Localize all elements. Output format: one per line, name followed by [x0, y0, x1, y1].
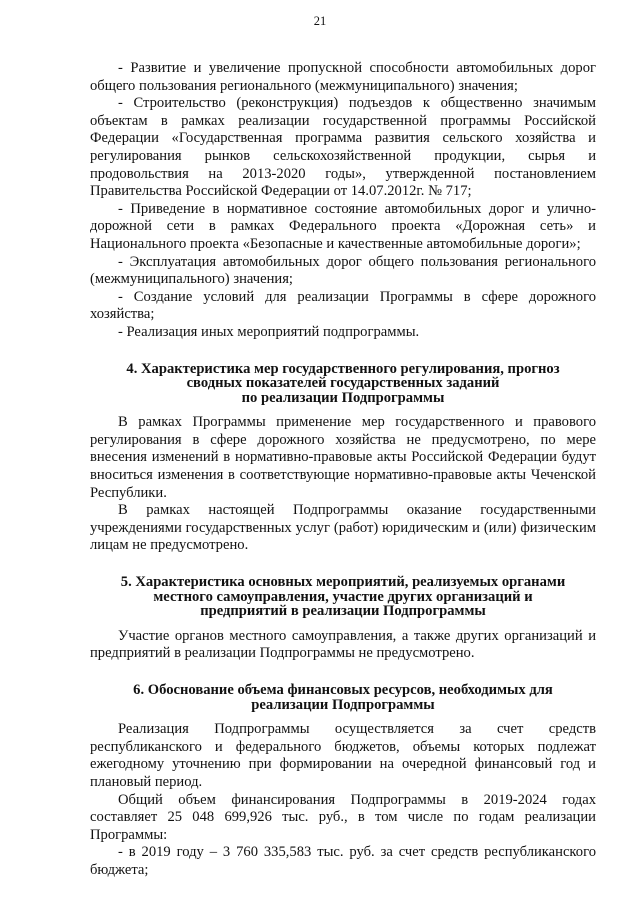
- heading-line: 4. Характеристика мер государственного регулирования, прогноз: [126, 360, 560, 377]
- heading-line: реализации Подпрограммы: [251, 696, 435, 713]
- bullet-item: - в 2019 году – 3 760 335,583 тыс. руб. за счет средств республиканского бюджета;: [90, 844, 596, 878]
- bullet-item: - Эксплуатация автомобильных дорог общего пользования регионального (межмуниципального) значения;: [90, 253, 596, 288]
- paragraph: В рамках настоящей Подпрограммы оказание государственными учреждениями государственных услуг (работ) юридическим и (или) физическим лицам не предусмотрено.: [90, 502, 596, 554]
- bullet-item: - Приведение в нормативное состояние автомобильных дорог и улично-дорожной сети в рамках Федерального проекта «Дорожная сеть» и Национального проекта «Безопасные и качественные автомобильные дороги»;: [90, 200, 596, 252]
- bullet-item: - Реализация иных мероприятий подпрограммы.: [118, 323, 420, 340]
- page-content: [90, 60, 596, 880]
- heading-line: местного самоуправления, участие других организаций и: [153, 588, 533, 605]
- heading-line: 5. Характеристика основных мероприятий, реализуемых органами: [120, 574, 566, 591]
- bullet-item: - Создание условий для реализации Программы в сфере дорожного хозяйства;: [90, 288, 596, 323]
- paragraph: Общий объем финансирования Подпрограммы в 2019-2024 годах составляет 25 048 699,926 тыс. руб., в том числе по годам реализации Программы:: [90, 791, 596, 843]
- paragraph: В рамках Программы применение мер государственного и правового регулирования в сфере дорожного хозяйства не предусмотрено, по мере внесения изменений в нормативно-правовые акты Российской Федерации будут вноситься изменения в соответствующие нормативно-правовые акты Чеченской Республики.: [90, 414, 596, 501]
- bullet-item: - Развитие и увеличение пропускной способности автомобильных дорог общего пользования регионального (межмуниципального) значения;: [90, 60, 596, 94]
- heading-line: по реализации Подпрограммы: [241, 389, 445, 406]
- heading-line: предприятий в реализации Подпрограммы: [200, 603, 486, 620]
- paragraph: Реализация Подпрограммы осуществляется за счет средств республиканского и федерального бюджетов, объемы которых подлежат ежегодному уточнению при формировании на очередной финансовый год и плановый период.: [90, 721, 596, 790]
- section-6-heading: [90, 683, 596, 712]
- page-number: 21: [313, 14, 327, 28]
- paragraph: Участие органов местного самоуправления, а также других организаций и предприятий в реализации Подпрограммы не предусмотрено.: [90, 627, 596, 662]
- heading-line: сводных показателей государственных заданий: [186, 375, 500, 392]
- section-4-heading: [90, 362, 596, 406]
- section-5-heading: [90, 575, 596, 619]
- heading-line: 6. Обоснование объема финансовых ресурсов, необходимых для: [133, 682, 553, 698]
- bullet-item: - Строительство (реконструкция) подъездов к общественно значимым объектам в рамках реализации государственной программы Российской Федерации «Государственная программа развития сельского хозяйства и регулирования рынков сельскохозяйственной продукции, сырья и продовольствия на 2013-2020 годы», утвержденной постановлением Правительства Российской Федерации от 14.07.2012г. № 717;: [90, 95, 596, 200]
